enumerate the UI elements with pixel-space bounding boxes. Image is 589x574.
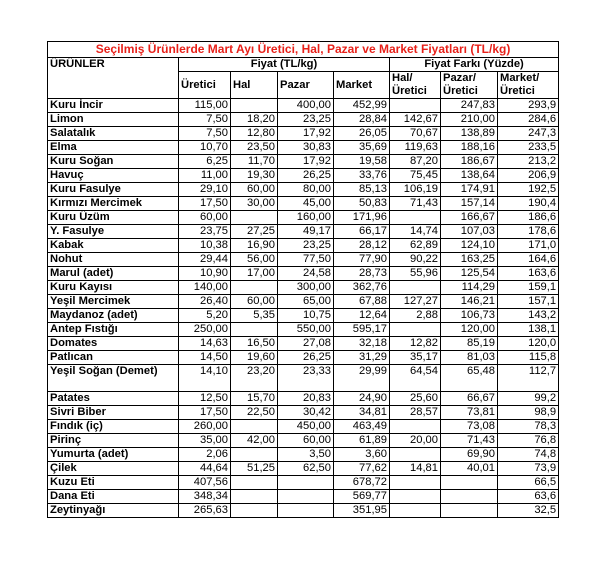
cell-hal: 42,00 xyxy=(231,434,278,448)
col-header-pazar: Pazar xyxy=(278,72,334,99)
cell-pazar: 26,25 xyxy=(278,169,334,183)
cell-pazar: 20,83 xyxy=(278,392,334,406)
cell-pazar: 62,50 xyxy=(278,462,334,476)
table-row xyxy=(48,169,559,183)
cell-hal-ur: 14,74 xyxy=(390,225,441,239)
product-name-cell: Patlıcan xyxy=(48,351,179,365)
cell-market-ur: 178,6 xyxy=(498,225,559,239)
cell-market-ur: 233,5 xyxy=(498,141,559,155)
product-name-cell: Sivri Biber xyxy=(48,406,179,420)
cell-pazar-ur: 69,90 xyxy=(441,448,498,462)
cell-pazar-ur: 174,91 xyxy=(441,183,498,197)
table-row xyxy=(48,309,559,323)
cell-pazar: 10,75 xyxy=(278,309,334,323)
cell-uretici: 260,00 xyxy=(179,420,231,434)
cell-market-ur: 98,9 xyxy=(498,406,559,420)
cell-pazar: 77,50 xyxy=(278,253,334,267)
table-row xyxy=(48,406,559,420)
cell-uretici: 115,00 xyxy=(179,99,231,113)
product-name-cell: Zeytinyağı xyxy=(48,504,179,518)
product-name-cell: Kuzu Eti xyxy=(48,476,179,490)
cell-uretici: 60,00 xyxy=(179,211,231,225)
cell-uretici: 12,50 xyxy=(179,392,231,406)
table-row xyxy=(48,211,559,225)
cell-pazar: 3,50 xyxy=(278,448,334,462)
cell-hal-ur xyxy=(390,99,441,113)
cell-hal-ur: 142,67 xyxy=(390,113,441,127)
table-row xyxy=(48,183,559,197)
cell-hal-ur: 20,00 xyxy=(390,434,441,448)
table-row xyxy=(48,392,559,406)
cell-hal xyxy=(231,504,278,518)
cell-uretici: 11,00 xyxy=(179,169,231,183)
cell-market-ur: 192,5 xyxy=(498,183,559,197)
cell-pazar xyxy=(278,504,334,518)
cell-pazar-ur: 66,67 xyxy=(441,392,498,406)
product-name-cell: Marul (adet) xyxy=(48,267,179,281)
table-row xyxy=(48,448,559,462)
col-header-market-uretici: Market/ Üretici xyxy=(498,72,559,99)
cell-hal-ur xyxy=(390,476,441,490)
cell-hal: 19,30 xyxy=(231,169,278,183)
cell-market: 35,69 xyxy=(334,141,390,155)
table-title: Seçilmiş Ürünlerde Mart Ayı Üretici, Hal, Pazar ve Market Fiyatları (TL/kg) xyxy=(48,42,559,58)
cell-pazar-ur: 247,83 xyxy=(441,99,498,113)
cell-pazar xyxy=(278,490,334,504)
price-table xyxy=(47,41,559,518)
cell-hal: 12,80 xyxy=(231,127,278,141)
cell-uretici: 348,34 xyxy=(179,490,231,504)
cell-market-ur: 32,5 xyxy=(498,504,559,518)
cell-market: 463,49 xyxy=(334,420,390,434)
cell-market: 362,76 xyxy=(334,281,390,295)
cell-uretici: 10,70 xyxy=(179,141,231,155)
cell-hal: 51,25 xyxy=(231,462,278,476)
product-name-cell: Nohut xyxy=(48,253,179,267)
cell-market-ur: 138,1 xyxy=(498,323,559,337)
cell-hal-ur: 25,60 xyxy=(390,392,441,406)
cell-pazar-ur: 186,67 xyxy=(441,155,498,169)
cell-uretici: 5,20 xyxy=(179,309,231,323)
cell-pazar: 24,58 xyxy=(278,267,334,281)
cell-pazar-ur: 65,48 xyxy=(441,365,498,392)
product-name-cell: Maydanoz (adet) xyxy=(48,309,179,323)
table-row xyxy=(48,351,559,365)
cell-pazar: 23,25 xyxy=(278,113,334,127)
cell-market: 3,60 xyxy=(334,448,390,462)
cell-hal-ur: 127,27 xyxy=(390,295,441,309)
cell-pazar-ur: 138,64 xyxy=(441,169,498,183)
cell-market: 28,12 xyxy=(334,239,390,253)
cell-market-ur: 143,2 xyxy=(498,309,559,323)
table-row xyxy=(48,476,559,490)
cell-hal-ur: 119,63 xyxy=(390,141,441,155)
cell-market-ur: 115,8 xyxy=(498,351,559,365)
table-row xyxy=(48,434,559,448)
cell-hal: 19,60 xyxy=(231,351,278,365)
cell-uretici: 17,50 xyxy=(179,197,231,211)
table-row xyxy=(48,281,559,295)
cell-pazar: 450,00 xyxy=(278,420,334,434)
cell-uretici: 14,10 xyxy=(179,365,231,392)
product-name-cell: Fındık (iç) xyxy=(48,420,179,434)
cell-market: 67,88 xyxy=(334,295,390,309)
cell-pazar-ur: 166,67 xyxy=(441,211,498,225)
col-header-pazar-uretici: Pazar/ Üretici xyxy=(441,72,498,99)
cell-market: 452,99 xyxy=(334,99,390,113)
cell-hal-ur xyxy=(390,448,441,462)
table-row xyxy=(48,420,559,434)
cell-uretici: 2,06 xyxy=(179,448,231,462)
cell-uretici: 250,00 xyxy=(179,323,231,337)
cell-market: 32,18 xyxy=(334,337,390,351)
table-row xyxy=(48,127,559,141)
cell-pazar-ur: 85,19 xyxy=(441,337,498,351)
product-name-cell: Domates xyxy=(48,337,179,351)
cell-market-ur: 63,6 xyxy=(498,490,559,504)
cell-uretici: 7,50 xyxy=(179,127,231,141)
table-row xyxy=(48,253,559,267)
cell-market-ur: 74,8 xyxy=(498,448,559,462)
cell-market: 24,90 xyxy=(334,392,390,406)
cell-hal-ur xyxy=(390,281,441,295)
cell-market: 595,17 xyxy=(334,323,390,337)
cell-hal xyxy=(231,448,278,462)
product-name-cell: Salatalık xyxy=(48,127,179,141)
cell-hal-ur: 28,57 xyxy=(390,406,441,420)
cell-market: 29,99 xyxy=(334,365,390,392)
table-row xyxy=(48,239,559,253)
cell-pazar: 49,17 xyxy=(278,225,334,239)
cell-pazar: 23,33 xyxy=(278,365,334,392)
cell-market-ur: 163,6 xyxy=(498,267,559,281)
cell-pazar-ur: 40,01 xyxy=(441,462,498,476)
cell-uretici: 6,25 xyxy=(179,155,231,169)
cell-uretici: 29,44 xyxy=(179,253,231,267)
table-row xyxy=(48,295,559,309)
cell-market-ur: 78,3 xyxy=(498,420,559,434)
cell-hal-ur: 64,54 xyxy=(390,365,441,392)
cell-uretici: 29,10 xyxy=(179,183,231,197)
cell-pazar: 400,00 xyxy=(278,99,334,113)
table-row xyxy=(48,365,559,392)
cell-pazar-ur: 124,10 xyxy=(441,239,498,253)
cell-hal: 60,00 xyxy=(231,183,278,197)
cell-pazar: 23,25 xyxy=(278,239,334,253)
cell-uretici: 14,63 xyxy=(179,337,231,351)
cell-market-ur: 99,2 xyxy=(498,392,559,406)
cell-pazar xyxy=(278,476,334,490)
cell-pazar-ur: 138,89 xyxy=(441,127,498,141)
cell-market-ur: 159,1 xyxy=(498,281,559,295)
cell-hal-ur: 35,17 xyxy=(390,351,441,365)
col-header-market: Market xyxy=(334,72,390,99)
diff-group-header: Fiyat Farkı (Yüzde) xyxy=(390,58,559,72)
cell-hal: 23,50 xyxy=(231,141,278,155)
cell-pazar-ur: 125,54 xyxy=(441,267,498,281)
cell-pazar: 65,00 xyxy=(278,295,334,309)
cell-market: 12,64 xyxy=(334,309,390,323)
cell-uretici: 10,38 xyxy=(179,239,231,253)
cell-market: 351,95 xyxy=(334,504,390,518)
cell-market-ur: 120,0 xyxy=(498,337,559,351)
cell-pazar: 550,00 xyxy=(278,323,334,337)
cell-pazar-ur: 188,16 xyxy=(441,141,498,155)
cell-hal: 23,20 xyxy=(231,365,278,392)
table-row xyxy=(48,99,559,113)
product-name-cell: Havuç xyxy=(48,169,179,183)
cell-uretici: 26,40 xyxy=(179,295,231,309)
cell-hal-ur: 62,89 xyxy=(390,239,441,253)
cell-market-ur: 73,9 xyxy=(498,462,559,476)
product-name-cell: Kuru Fasulye xyxy=(48,183,179,197)
cell-uretici: 17,50 xyxy=(179,406,231,420)
product-name-cell: Çilek xyxy=(48,462,179,476)
cell-uretici: 140,00 xyxy=(179,281,231,295)
product-name-cell: Yumurta (adet) xyxy=(48,448,179,462)
products-header: ÜRÜNLER xyxy=(48,58,179,99)
table-row xyxy=(48,462,559,476)
cell-hal xyxy=(231,476,278,490)
cell-market: 61,89 xyxy=(334,434,390,448)
table-row xyxy=(48,155,559,169)
table-row xyxy=(48,113,559,127)
cell-hal: 56,00 xyxy=(231,253,278,267)
cell-hal: 27,25 xyxy=(231,225,278,239)
cell-uretici: 14,50 xyxy=(179,351,231,365)
cell-uretici: 7,50 xyxy=(179,113,231,127)
cell-pazar-ur xyxy=(441,504,498,518)
col-header-hal-uretici: Hal/ Üretici xyxy=(390,72,441,99)
cell-pazar: 27,08 xyxy=(278,337,334,351)
cell-pazar-ur: 81,03 xyxy=(441,351,498,365)
cell-pazar-ur xyxy=(441,490,498,504)
cell-pazar: 30,83 xyxy=(278,141,334,155)
cell-uretici: 44,64 xyxy=(179,462,231,476)
cell-market: 31,29 xyxy=(334,351,390,365)
cell-market: 26,05 xyxy=(334,127,390,141)
table-row xyxy=(48,141,559,155)
col-header-uretici: Üretici xyxy=(179,72,231,99)
cell-pazar-ur: 106,73 xyxy=(441,309,498,323)
cell-hal-ur: 106,19 xyxy=(390,183,441,197)
cell-market: 66,17 xyxy=(334,225,390,239)
table-row xyxy=(48,197,559,211)
cell-market-ur: 66,5 xyxy=(498,476,559,490)
cell-market-ur: 171,0 xyxy=(498,239,559,253)
cell-pazar-ur: 73,08 xyxy=(441,420,498,434)
cell-hal-ur: 71,43 xyxy=(390,197,441,211)
table-row xyxy=(48,267,559,281)
cell-pazar-ur: 107,03 xyxy=(441,225,498,239)
cell-hal-ur xyxy=(390,504,441,518)
cell-hal: 60,00 xyxy=(231,295,278,309)
cell-hal: 22,50 xyxy=(231,406,278,420)
cell-uretici: 265,63 xyxy=(179,504,231,518)
cell-pazar-ur: 210,00 xyxy=(441,113,498,127)
cell-pazar: 17,92 xyxy=(278,127,334,141)
cell-market-ur: 206,9 xyxy=(498,169,559,183)
product-name-cell: Antep Fıstığı xyxy=(48,323,179,337)
table-row xyxy=(48,225,559,239)
product-name-cell: Kuru İncir xyxy=(48,99,179,113)
cell-hal-ur xyxy=(390,490,441,504)
cell-hal-ur: 2,88 xyxy=(390,309,441,323)
col-header-hal: Hal xyxy=(231,72,278,99)
cell-hal-ur: 90,22 xyxy=(390,253,441,267)
cell-market-ur: 157,1 xyxy=(498,295,559,309)
table-body xyxy=(48,99,559,518)
product-name-cell: Y. Fasulye xyxy=(48,225,179,239)
product-name-cell: Pirinç xyxy=(48,434,179,448)
cell-hal-ur xyxy=(390,323,441,337)
cell-market: 33,76 xyxy=(334,169,390,183)
cell-market-ur: 213,2 xyxy=(498,155,559,169)
cell-market: 34,81 xyxy=(334,406,390,420)
cell-hal-ur: 87,20 xyxy=(390,155,441,169)
cell-hal-ur: 14,81 xyxy=(390,462,441,476)
cell-hal: 15,70 xyxy=(231,392,278,406)
table-row xyxy=(48,337,559,351)
product-name-cell: Elma xyxy=(48,141,179,155)
cell-market-ur: 164,6 xyxy=(498,253,559,267)
cell-hal: 5,35 xyxy=(231,309,278,323)
cell-pazar: 17,92 xyxy=(278,155,334,169)
cell-market-ur: 76,8 xyxy=(498,434,559,448)
cell-pazar-ur: 73,81 xyxy=(441,406,498,420)
product-name-cell: Kırmızı Mercimek xyxy=(48,197,179,211)
cell-market-ur: 190,4 xyxy=(498,197,559,211)
product-name-cell: Kuru Soğan xyxy=(48,155,179,169)
cell-hal xyxy=(231,323,278,337)
cell-hal-ur: 12,82 xyxy=(390,337,441,351)
cell-uretici: 35,00 xyxy=(179,434,231,448)
cell-hal: 18,20 xyxy=(231,113,278,127)
cell-hal-ur xyxy=(390,211,441,225)
product-name-cell: Limon xyxy=(48,113,179,127)
product-name-cell: Yeşil Mercimek xyxy=(48,295,179,309)
cell-hal xyxy=(231,99,278,113)
cell-uretici: 23,75 xyxy=(179,225,231,239)
cell-market: 28,73 xyxy=(334,267,390,281)
product-name-cell: Kabak xyxy=(48,239,179,253)
product-name-cell: Dana Eti xyxy=(48,490,179,504)
cell-hal: 16,90 xyxy=(231,239,278,253)
cell-hal: 17,00 xyxy=(231,267,278,281)
cell-hal xyxy=(231,420,278,434)
cell-market-ur: 293,9 xyxy=(498,99,559,113)
cell-market: 569,77 xyxy=(334,490,390,504)
cell-uretici: 10,90 xyxy=(179,267,231,281)
product-name-cell: Yeşil Soğan (Demet) xyxy=(48,365,179,392)
cell-pazar: 80,00 xyxy=(278,183,334,197)
cell-market: 19,58 xyxy=(334,155,390,169)
cell-pazar: 45,00 xyxy=(278,197,334,211)
cell-pazar-ur: 71,43 xyxy=(441,434,498,448)
cell-pazar: 26,25 xyxy=(278,351,334,365)
product-name-cell: Patates xyxy=(48,392,179,406)
product-name-cell: Kuru Kayısı xyxy=(48,281,179,295)
cell-market: 85,13 xyxy=(334,183,390,197)
cell-pazar: 30,42 xyxy=(278,406,334,420)
product-name-cell: Kuru Üzüm xyxy=(48,211,179,225)
table-row xyxy=(48,323,559,337)
cell-pazar-ur: 146,21 xyxy=(441,295,498,309)
cell-pazar: 160,00 xyxy=(278,211,334,225)
cell-market: 77,62 xyxy=(334,462,390,476)
cell-market-ur: 112,7 xyxy=(498,365,559,392)
cell-hal-ur: 75,45 xyxy=(390,169,441,183)
cell-hal xyxy=(231,211,278,225)
cell-uretici: 407,56 xyxy=(179,476,231,490)
cell-hal: 11,70 xyxy=(231,155,278,169)
cell-pazar: 300,00 xyxy=(278,281,334,295)
cell-hal: 16,50 xyxy=(231,337,278,351)
table-row xyxy=(48,504,559,518)
price-group-header: Fiyat (TL/kg) xyxy=(179,58,390,72)
cell-pazar-ur xyxy=(441,476,498,490)
table-row xyxy=(48,490,559,504)
cell-hal-ur xyxy=(390,420,441,434)
cell-market: 50,83 xyxy=(334,197,390,211)
cell-market: 171,96 xyxy=(334,211,390,225)
cell-hal-ur: 55,96 xyxy=(390,267,441,281)
cell-pazar-ur: 163,25 xyxy=(441,253,498,267)
cell-hal: 30,00 xyxy=(231,197,278,211)
cell-market: 28,84 xyxy=(334,113,390,127)
cell-market-ur: 247,3 xyxy=(498,127,559,141)
cell-hal-ur: 70,67 xyxy=(390,127,441,141)
cell-pazar-ur: 120,00 xyxy=(441,323,498,337)
cell-market-ur: 186,6 xyxy=(498,211,559,225)
cell-market: 678,72 xyxy=(334,476,390,490)
cell-pazar-ur: 114,29 xyxy=(441,281,498,295)
cell-hal xyxy=(231,281,278,295)
cell-hal xyxy=(231,490,278,504)
cell-pazar: 60,00 xyxy=(278,434,334,448)
cell-market: 77,90 xyxy=(334,253,390,267)
cell-pazar-ur: 157,14 xyxy=(441,197,498,211)
cell-market-ur: 284,6 xyxy=(498,113,559,127)
